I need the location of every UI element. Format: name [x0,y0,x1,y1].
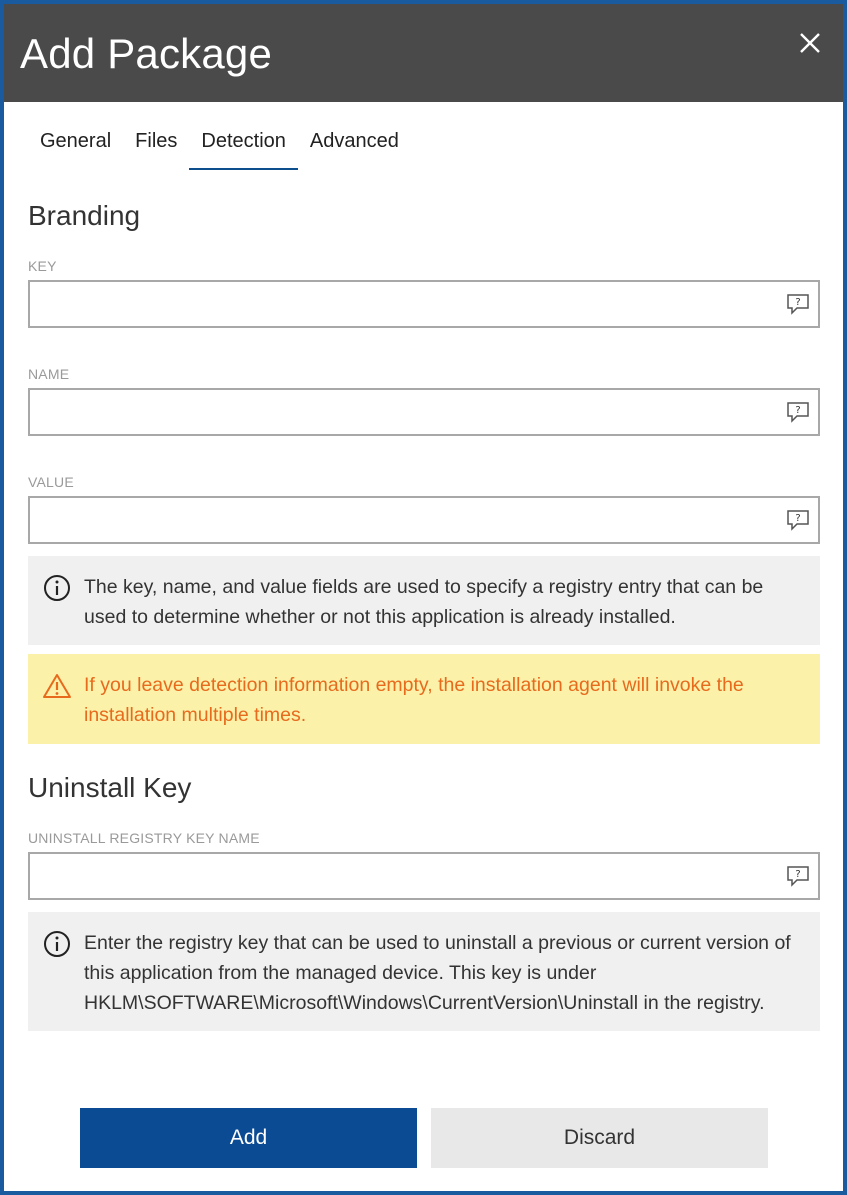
info-icon [42,930,72,958]
info-icon [42,574,72,602]
uninstall-key-input[interactable] [30,854,770,898]
tab-bar [28,122,411,170]
uninstall-info-text: Enter the registry key that can be used to uninstall a previous or current version of this application from the managed device. This key is under HKLM\SOFTWARE\Microsoft\Windows\CurrentVersion\Uninstall in the registry. [84,932,791,1014]
key-label: KEY [28,258,57,274]
name-input[interactable] [30,390,770,434]
tab-general[interactable]: General [40,130,112,152]
name-label: NAME [28,366,70,382]
uninstall-section-title: Uninstall Key [28,772,192,803]
help-bubble-icon[interactable] [786,293,810,315]
svg-text:?: ? [795,869,801,880]
dialog-title: Add Package [20,30,273,77]
uninstall-key-field-wrapper [28,852,820,900]
svg-text:?: ? [795,297,801,308]
close-button[interactable] [793,26,827,60]
tab-detection[interactable]: Detection [189,122,298,170]
help-bubble-icon[interactable] [786,865,810,887]
value-label: VALUE [28,474,74,490]
close-icon [793,26,827,60]
help-bubble-icon[interactable] [786,401,810,423]
value-input[interactable] [30,498,770,542]
uninstall-info-note [28,912,820,1031]
dialog-titlebar [4,4,843,102]
detection-warning-text: If you leave detection information empty, the installation agent will invoke the installation multiple times. [84,674,744,726]
branding-info-text: The key, name, and value fields are used to specify a registry entry that can be used to determine whether or not this application is already installed. [84,576,764,628]
help-bubble-icon[interactable] [786,509,810,531]
key-input[interactable] [30,282,770,326]
value-field-wrapper [28,496,820,544]
key-field-wrapper [28,280,820,328]
tab-files[interactable]: Files [135,130,178,152]
branding-info-note [28,556,820,645]
warning-icon [42,672,72,700]
add-button[interactable]: Add [80,1108,417,1168]
svg-text:?: ? [795,405,801,416]
tab-advanced[interactable]: Advanced [309,130,399,152]
name-field-wrapper [28,388,820,436]
svg-text:?: ? [795,513,801,524]
uninstall-key-label: UNINSTALL REGISTRY KEY NAME [28,830,260,846]
branding-section-title: Branding [28,200,141,231]
detection-warning-note [28,654,820,744]
discard-button[interactable]: Discard [431,1108,768,1168]
